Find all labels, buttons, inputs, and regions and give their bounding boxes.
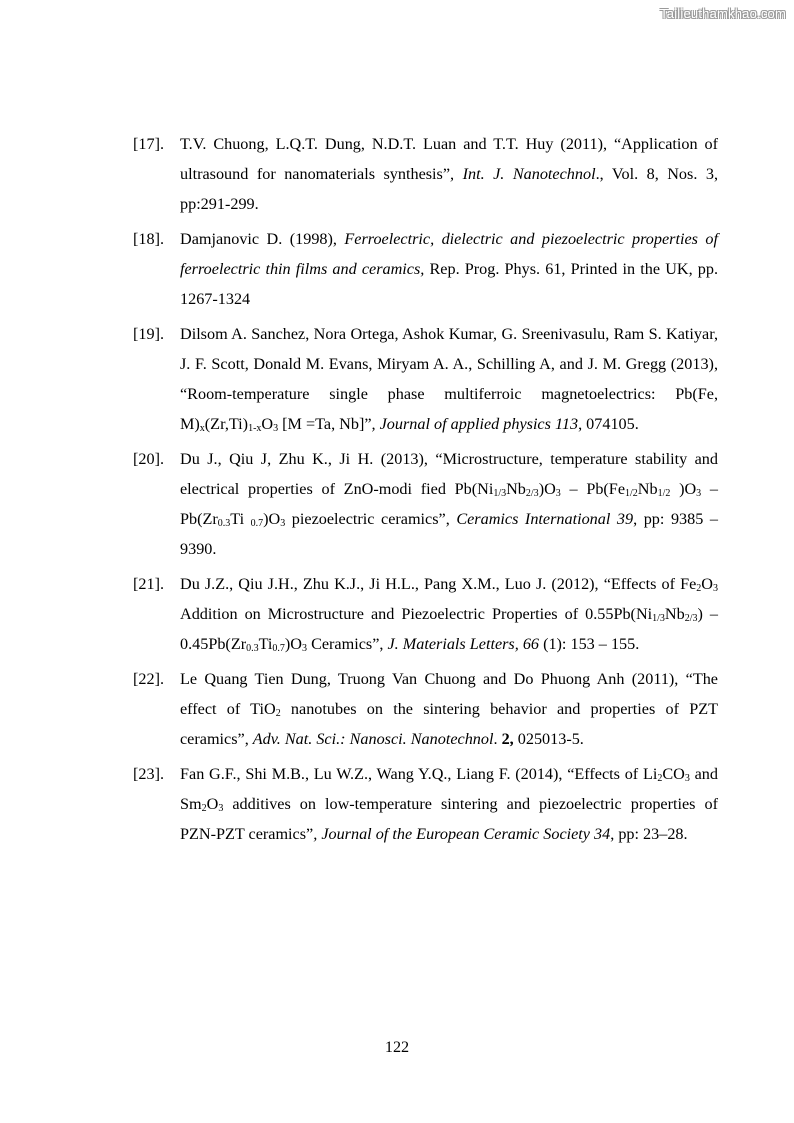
subscript: 2/3	[525, 488, 539, 499]
text-run: – Pb(Zr	[180, 480, 718, 528]
reference-entry	[133, 129, 718, 219]
text-run: – Pb(Fe	[560, 480, 625, 498]
reference-entry	[133, 319, 718, 439]
text-run: and Sm	[180, 765, 718, 813]
text-run: )O	[538, 480, 556, 498]
text-run: nanotubes on the sintering behavior and properties of PZT ceramics”,	[180, 700, 718, 748]
reference-list	[133, 129, 718, 854]
page-number: 122	[384, 1038, 410, 1056]
subscript: 2	[201, 803, 207, 814]
reference-entry	[133, 224, 718, 314]
reference-text	[180, 135, 718, 213]
text-run: Dilsom A. Sanchez, Nora Ortega, Ashok Kumar, G. Sreenivasulu, Ram S. Katiyar, J. F. Scott, Donald M. Evans, Miryam A. A., Schilling A, and J. M. Gregg (2013), “Room-temperature single phase multiferroic magnetoelectrics: Pb(Fe, M)	[180, 325, 718, 433]
subscript: 1-x	[248, 423, 262, 434]
text-run: Rep. Prog. Phys. 61, Printed in the UK, pp. 1267-1324	[180, 260, 719, 308]
subscript: 3	[684, 773, 690, 784]
reference-text	[180, 230, 718, 308]
subscript: 0.7	[272, 643, 285, 654]
text-run: )O	[670, 480, 697, 498]
text-run: (Zr,Ti)	[204, 415, 249, 433]
subscript: 2/3	[684, 613, 698, 624]
italic-text: J. Materials Letters, 66	[387, 635, 540, 653]
reference-number: [19].	[133, 325, 165, 343]
text-run: Ti	[230, 510, 251, 528]
text-run: ) – 0.45Pb(Zr	[180, 605, 718, 653]
text-run: .	[493, 730, 502, 748]
text-run: )O	[284, 635, 303, 653]
subscript: 0.7	[250, 518, 264, 529]
subscript: 1/3	[493, 488, 507, 499]
subscript: 2	[657, 773, 663, 784]
subscript: 3	[273, 423, 279, 434]
text-run: Du J., Qiu J, Zhu K., Ji H. (2013), “Microstructure, temperature stability and electrical properties of ZnO-modi fied Pb(Ni	[180, 450, 718, 498]
italic-text: Ceramics International 39	[456, 510, 634, 528]
text-run: Nb	[637, 480, 658, 498]
reference-number: [22].	[133, 670, 165, 688]
reference-entry	[133, 759, 718, 849]
text-run: )O	[263, 510, 281, 528]
subscript: 1/2	[657, 488, 671, 499]
text-run: O	[261, 415, 274, 433]
reference-entry	[133, 664, 718, 754]
text-run: , 074105.	[578, 415, 639, 433]
text-run: CO	[662, 765, 685, 783]
bold-text: 2,	[501, 730, 514, 748]
reference-text	[180, 765, 718, 843]
reference-number: [18].	[133, 230, 165, 248]
text-run: T.V. Chuong, L.Q.T. Dung, N.D.T. Luan and T.T. Huy (2011), “Application of ultrasound for nanomaterials synthesis”	[180, 135, 718, 183]
text-run: Damjanovic D. (1998),	[180, 230, 345, 248]
reference-text	[180, 450, 718, 558]
reference-number: [23].	[133, 765, 165, 783]
text-run: Ti	[258, 635, 273, 653]
text-run: Nb	[506, 480, 526, 498]
text-run: [M =Ta, Nb]”	[278, 415, 372, 433]
reference-text	[180, 575, 718, 653]
reference-text	[180, 325, 718, 433]
text-run: O	[206, 795, 219, 813]
subscript: 0.3	[217, 518, 231, 529]
text-run: Addition on Microstructure and Piezoelectric Properties of 0.55Pb(Ni	[180, 605, 653, 623]
watermark: Tailieuthamkhao.com	[660, 6, 786, 21]
reference-number: [20].	[133, 450, 165, 468]
reference-text	[180, 670, 718, 748]
text-run: , pp: 9385 – 9390.	[180, 510, 718, 558]
subscript: 3	[696, 488, 702, 499]
reference-number: [21].	[133, 575, 165, 593]
subscript: 3	[218, 803, 224, 814]
text-run: additives on low-temperature sintering and piezoelectric properties of PZN-PZT ceramics”	[180, 795, 718, 843]
reference-entry	[133, 444, 718, 564]
reference-number: [17].	[133, 135, 165, 153]
text-run: Le Quang Tien Dung, Truong Van Chuong and Do Phuong Anh (2011), “The effect of TiO	[180, 670, 718, 718]
text-run: 025013-5.	[513, 730, 584, 748]
italic-text: Ferroelectric, dielectric and piezoelectric properties of ferroelectric thin films and ceramics,	[180, 230, 718, 278]
subscript: 3	[280, 518, 286, 529]
subscript: 2	[275, 708, 281, 719]
text-run: piezoelectric ceramics”,	[285, 510, 457, 528]
subscript: x	[199, 423, 205, 434]
text-run: ., Vol. 8, Nos. 3, pp:291-299.	[180, 165, 719, 213]
text-run: Du J.Z., Qiu J.H., Zhu K.J., Ji H.L., Pang X.M., Luo J. (2012), “Effects of Fe	[180, 575, 697, 593]
italic-text: , Int. J. Nanotechnol	[450, 165, 596, 183]
subscript: 1/2	[625, 488, 638, 499]
subscript: 2	[696, 583, 702, 594]
subscript: 3	[713, 583, 718, 594]
text-run: (1): 153 – 155.	[539, 635, 640, 653]
subscript: 0.3	[246, 643, 259, 654]
italic-text: Adv. Nat. Sci.: Nanosci. Nanotechnol	[252, 730, 494, 748]
text-run: Nb	[664, 605, 685, 623]
subscript: 3	[555, 488, 561, 499]
subscript: 1/3	[652, 613, 665, 624]
text-run: Fan G.F., Shi M.B., Lu W.Z., Wang Y.Q., Liang F. (2014), “Effects of Li	[180, 765, 658, 783]
reference-entry	[133, 569, 718, 659]
text-run: , pp: 23–28.	[610, 825, 688, 843]
subscript: 3	[302, 643, 308, 654]
italic-text: , Journal of applied physics 113	[371, 415, 579, 433]
text-run: O	[701, 575, 713, 593]
italic-text: , Journal of the European Ceramic Society 34	[313, 825, 611, 843]
text-run: Ceramics”,	[307, 635, 388, 653]
